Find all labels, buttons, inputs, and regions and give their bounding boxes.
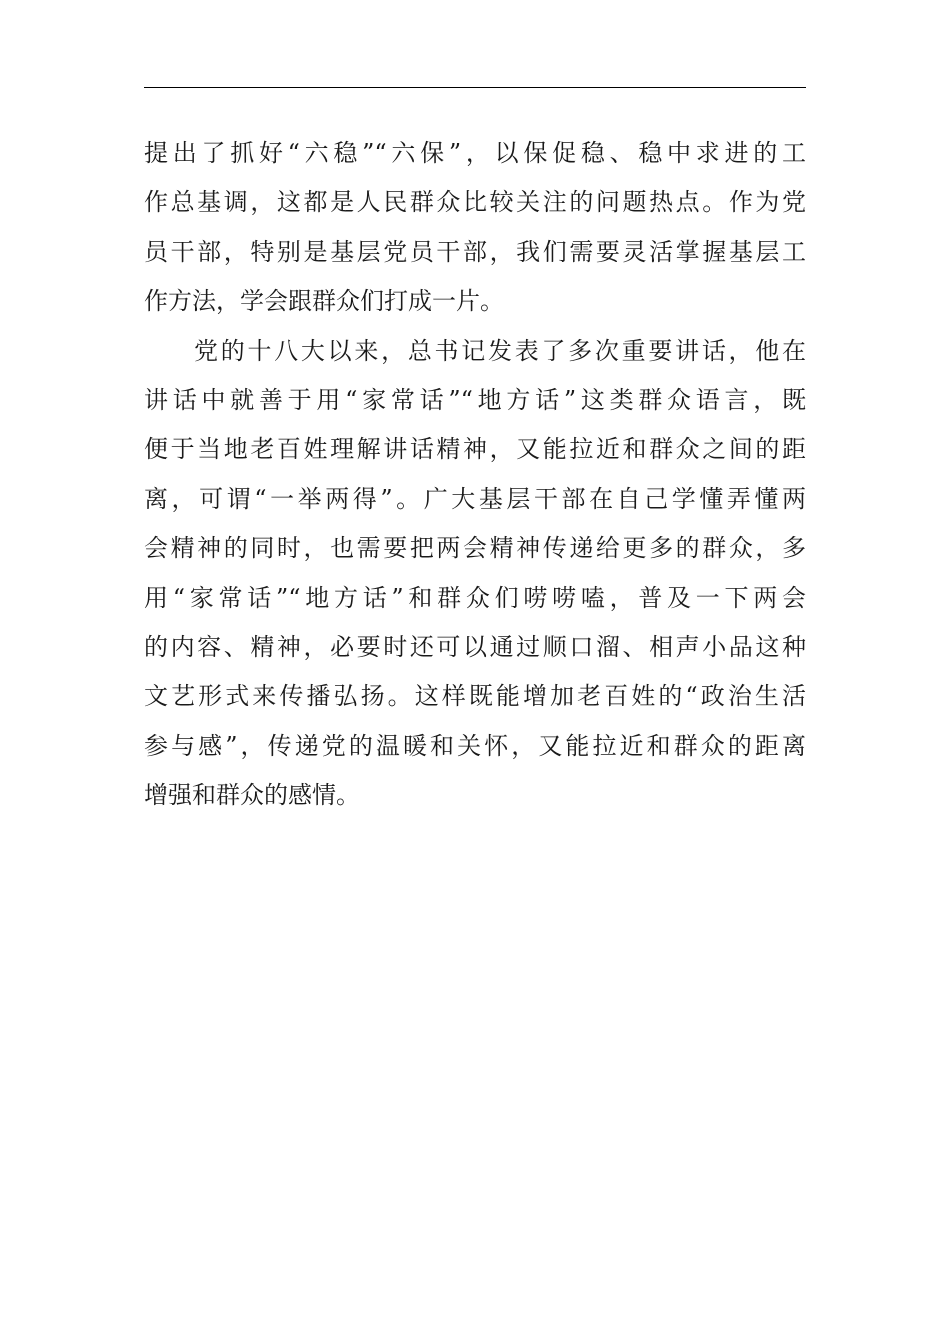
paragraph-2-line-2: 讲话中就善于用“家常话”“地方话”这类群众语言，既 <box>144 385 806 414</box>
paragraph-2-line-1: 党的十八大以来，总书记发表了多次重要讲话，他在 <box>194 336 806 365</box>
paragraph-2-line-8: 文艺形式来传播弘扬。这样既能增加老百姓的“政治生活 <box>144 682 806 711</box>
paragraph-2-line-5: 会精神的同时，也需要把两会精神传递给更多的群众，多 <box>144 534 806 563</box>
paragraph-2-line-6: 用“家常话”“地方话”和群众们唠唠嗑，普及一下两会 <box>144 583 806 612</box>
paragraph-2-line-9: 参与感”，传递党的温暖和关怀，又能拉近和群众的距离 <box>144 731 806 760</box>
body-text <box>144 129 806 820</box>
paragraph-2-line-4: 离，可谓“一举两得”。广大基层干部在自己学懂弄懂两 <box>144 484 806 513</box>
header-rule <box>144 87 806 88</box>
paragraph-1-line-2: 作总基调，这都是人民群众比较关注的问题热点。作为党 <box>144 188 806 217</box>
paragraph-1-line-3: 员干部，特别是基层党员干部，我们需要灵活掌握基层工 <box>144 237 806 266</box>
paragraph-1-line-1: 提出了抓好“六稳”“六保”，以保促稳、稳中求进的工 <box>144 139 806 167</box>
paragraph-2-line-7: 的内容、精神，必要时还可以通过顺口溜、相声小品这种 <box>144 632 806 661</box>
paragraph-2-line-3: 便于当地老百姓理解讲话精神，又能拉近和群众之间的距 <box>144 435 806 464</box>
paragraph-2-line-10: 增强和群众的感情。 <box>144 781 360 810</box>
paragraph-1-line-4: 作方法，学会跟群众们打成一片。 <box>144 287 504 316</box>
